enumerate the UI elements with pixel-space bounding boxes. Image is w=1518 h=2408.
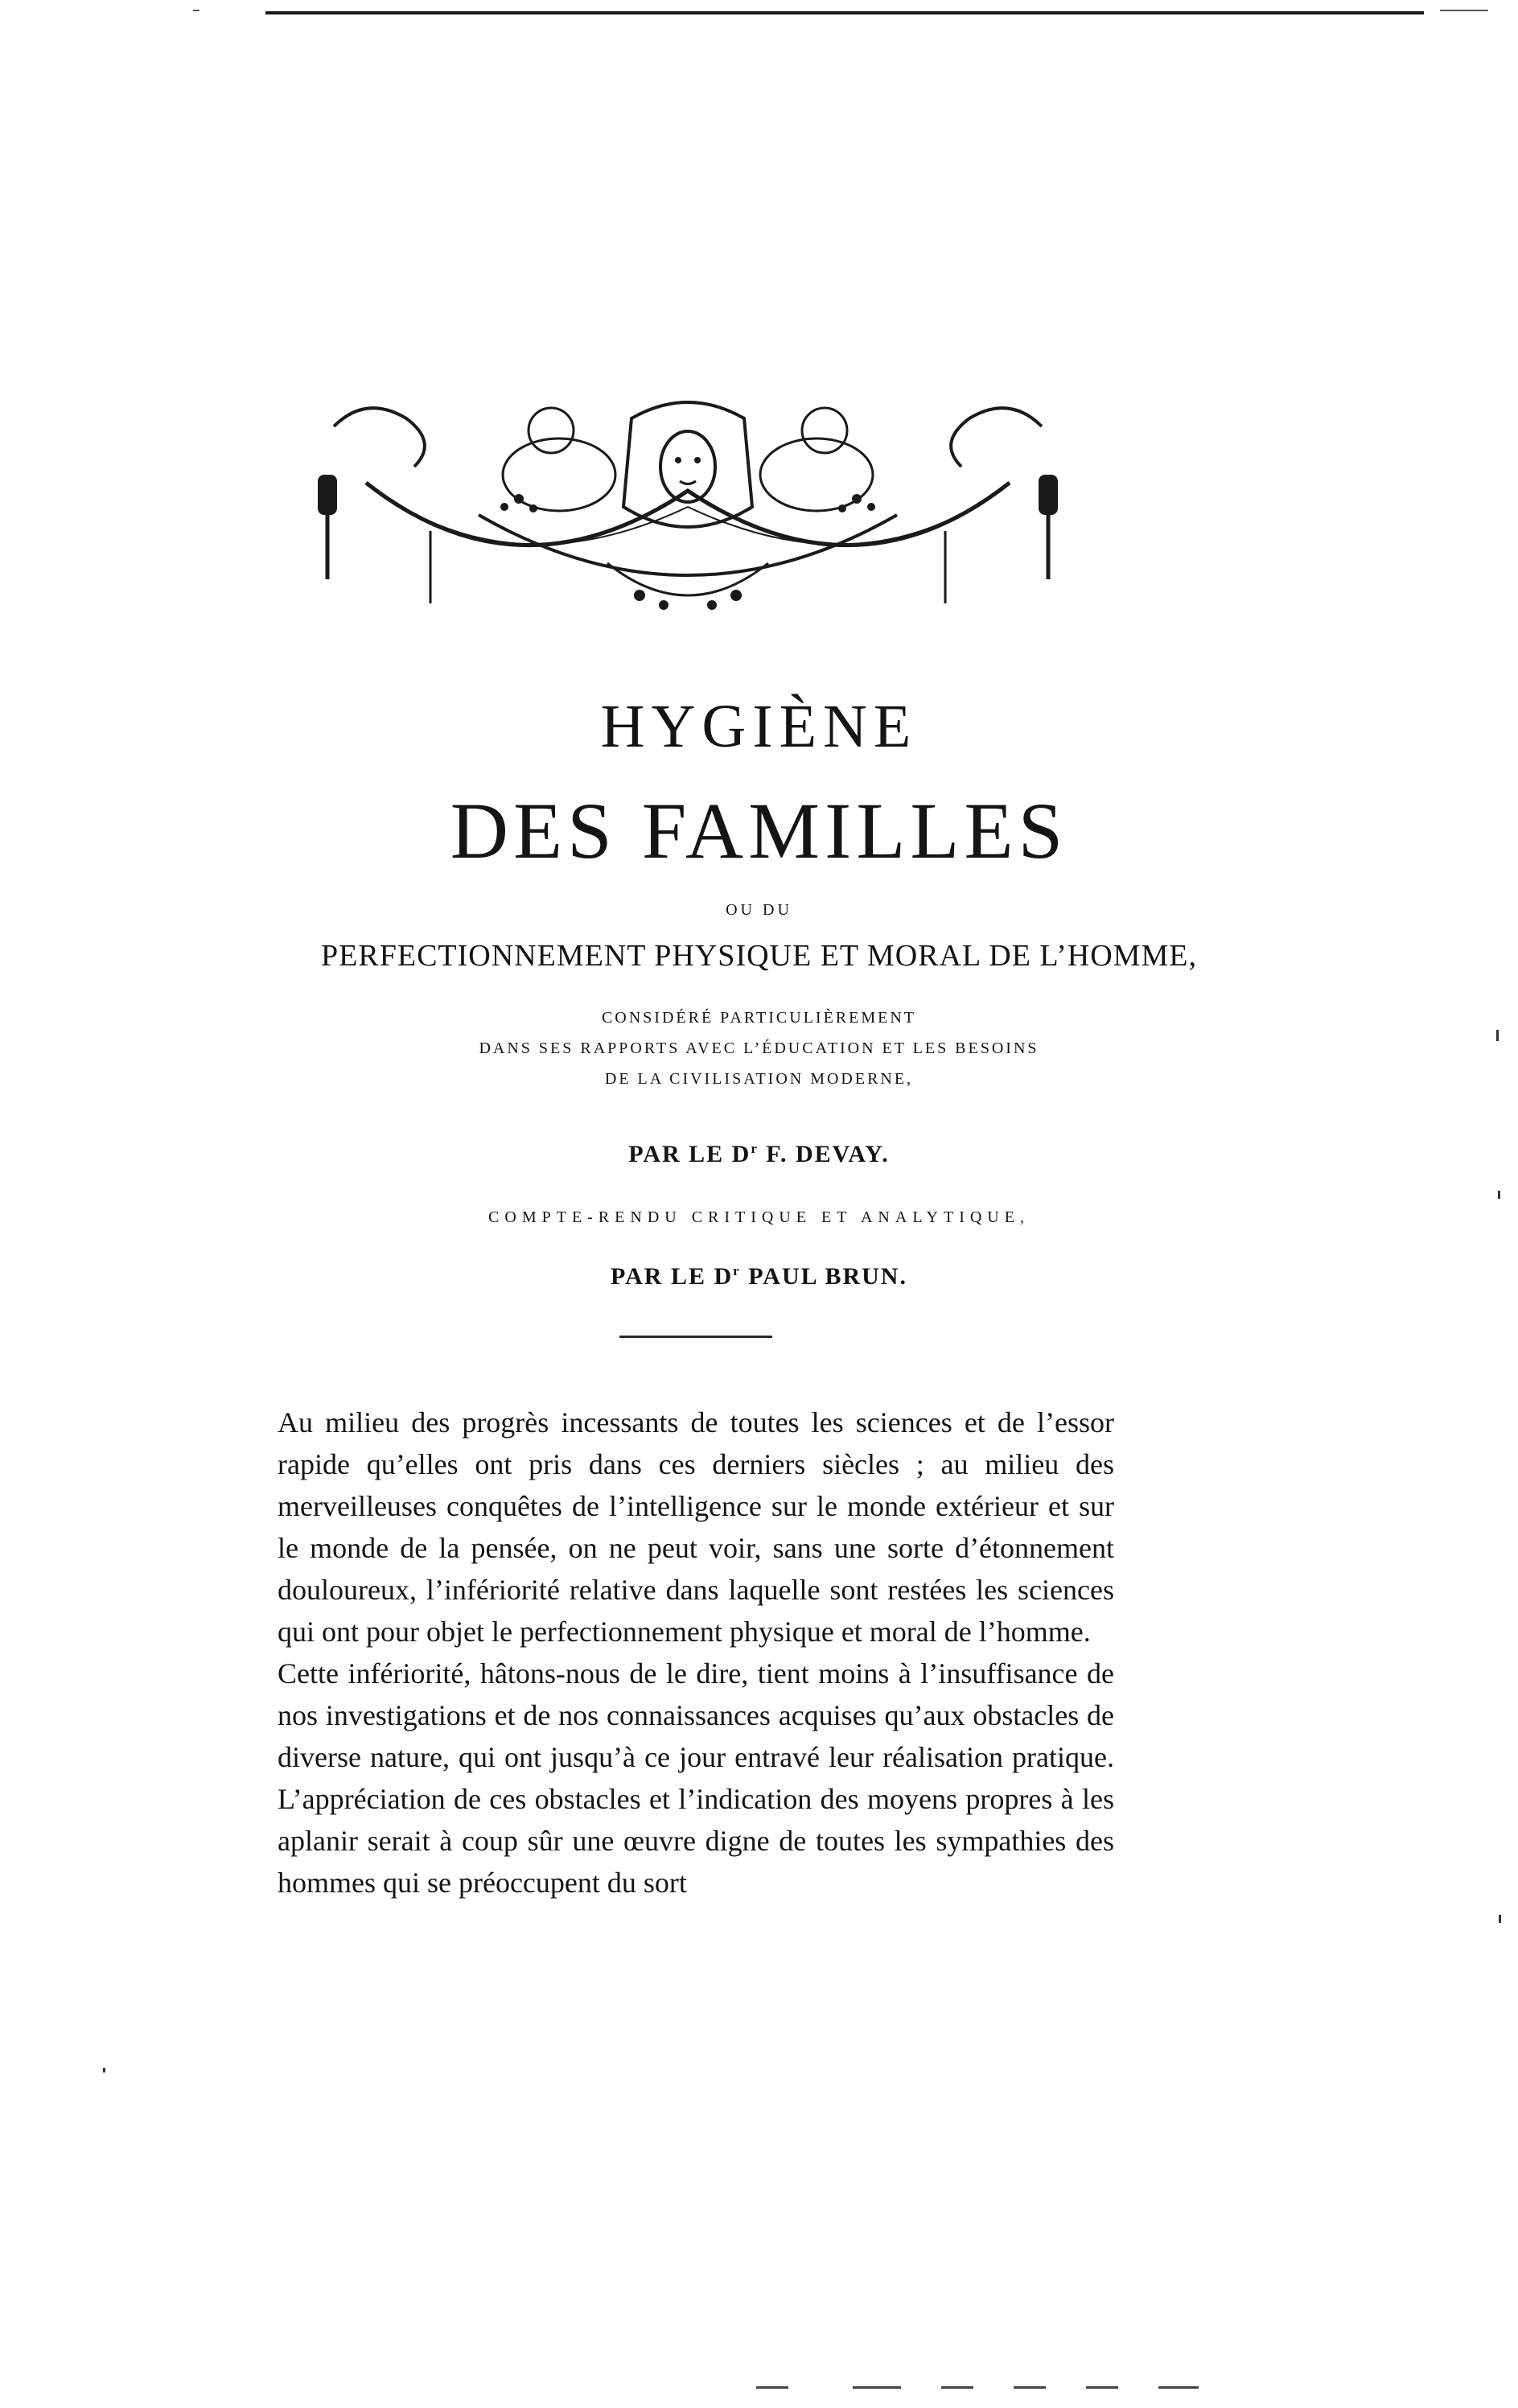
title-connector: OU DU — [726, 901, 792, 919]
subtitle: PERFECTIONNEMENT PHYSIQUE ET MORAL DE L’HOMME, — [321, 939, 1197, 973]
author-prefix: PAR LE D — [628, 1141, 751, 1167]
bottom-mark — [853, 2386, 901, 2389]
author-sup: r — [751, 1141, 759, 1156]
author-line — [0, 1141, 1518, 1168]
section-separator — [619, 1336, 772, 1338]
reviewer-name: PAUL BRUN. — [740, 1263, 907, 1290]
description-line: DANS SES RAPPORTS AVEC L’ÉDUCATION ET LES BESOINS — [479, 1039, 1039, 1057]
top-mark — [193, 10, 200, 11]
paragraph: Au milieu des progrès incessants de toutes les sciences et de l’essor rapide qu’elles ont pris dans ces derniers siècles ; au milieu des merveilleuses conquêtes de l’intelligence sur le monde extérieur et sur le monde de la pensée, on ne peut voir, sans une sorte d’étonnement douloureux, l’infériorité relative dans laquelle sont restées les sciences qui ont pour objet le perfectionnement physique et moral de l’homme. — [278, 1406, 1114, 1648]
description-line: CONSIDÉRÉ PARTICULIÈREMENT — [601, 1009, 917, 1027]
bottom-mark — [1158, 2386, 1199, 2389]
bottom-mark — [756, 2386, 788, 2389]
title-line-1: HYGIÈNE — [600, 693, 918, 760]
description-line: DE LA CIVILISATION MODERNE, — [604, 1070, 914, 1088]
paragraph: Cette infériorité, hâtons-nous de le dire, tient moins à l’insuffisance de nos investigations et de nos connaissances acquises qu’aux obstacles de diverse nature, qui ont jusqu’à ce jour entravé leur réalisation pratique. L’appréciation de ces obstacles et l’indication des moyens propres à les aplanir serait à coup sûr une œuvre digne de toutes les sympathies des hommes qui se préoccupent du sort — [278, 1657, 1114, 1899]
print-mark — [1496, 1030, 1499, 1041]
reviewer-prefix: PAR LE D — [611, 1263, 734, 1290]
bottom-mark — [941, 2386, 973, 2389]
review-note: COMPTE-RENDU CRITIQUE ET ANALYTIQUE, — [488, 1208, 1030, 1226]
bottom-mark — [1014, 2386, 1046, 2389]
ornament-vignette-icon — [318, 394, 1058, 636]
title-line-2: DES FAMILLES — [450, 786, 1068, 875]
print-mark — [1499, 1915, 1501, 1923]
body-text — [278, 1402, 1114, 1904]
author-name: F. DEVAY. — [758, 1141, 890, 1167]
print-mark — [103, 2068, 105, 2073]
bottom-mark — [1086, 2386, 1118, 2389]
print-mark — [1498, 1191, 1500, 1199]
reviewer-sup: r — [733, 1263, 741, 1278]
top-mark — [1440, 10, 1488, 11]
reviewer-line — [0, 1263, 1518, 1290]
top-rule — [265, 11, 1424, 14]
